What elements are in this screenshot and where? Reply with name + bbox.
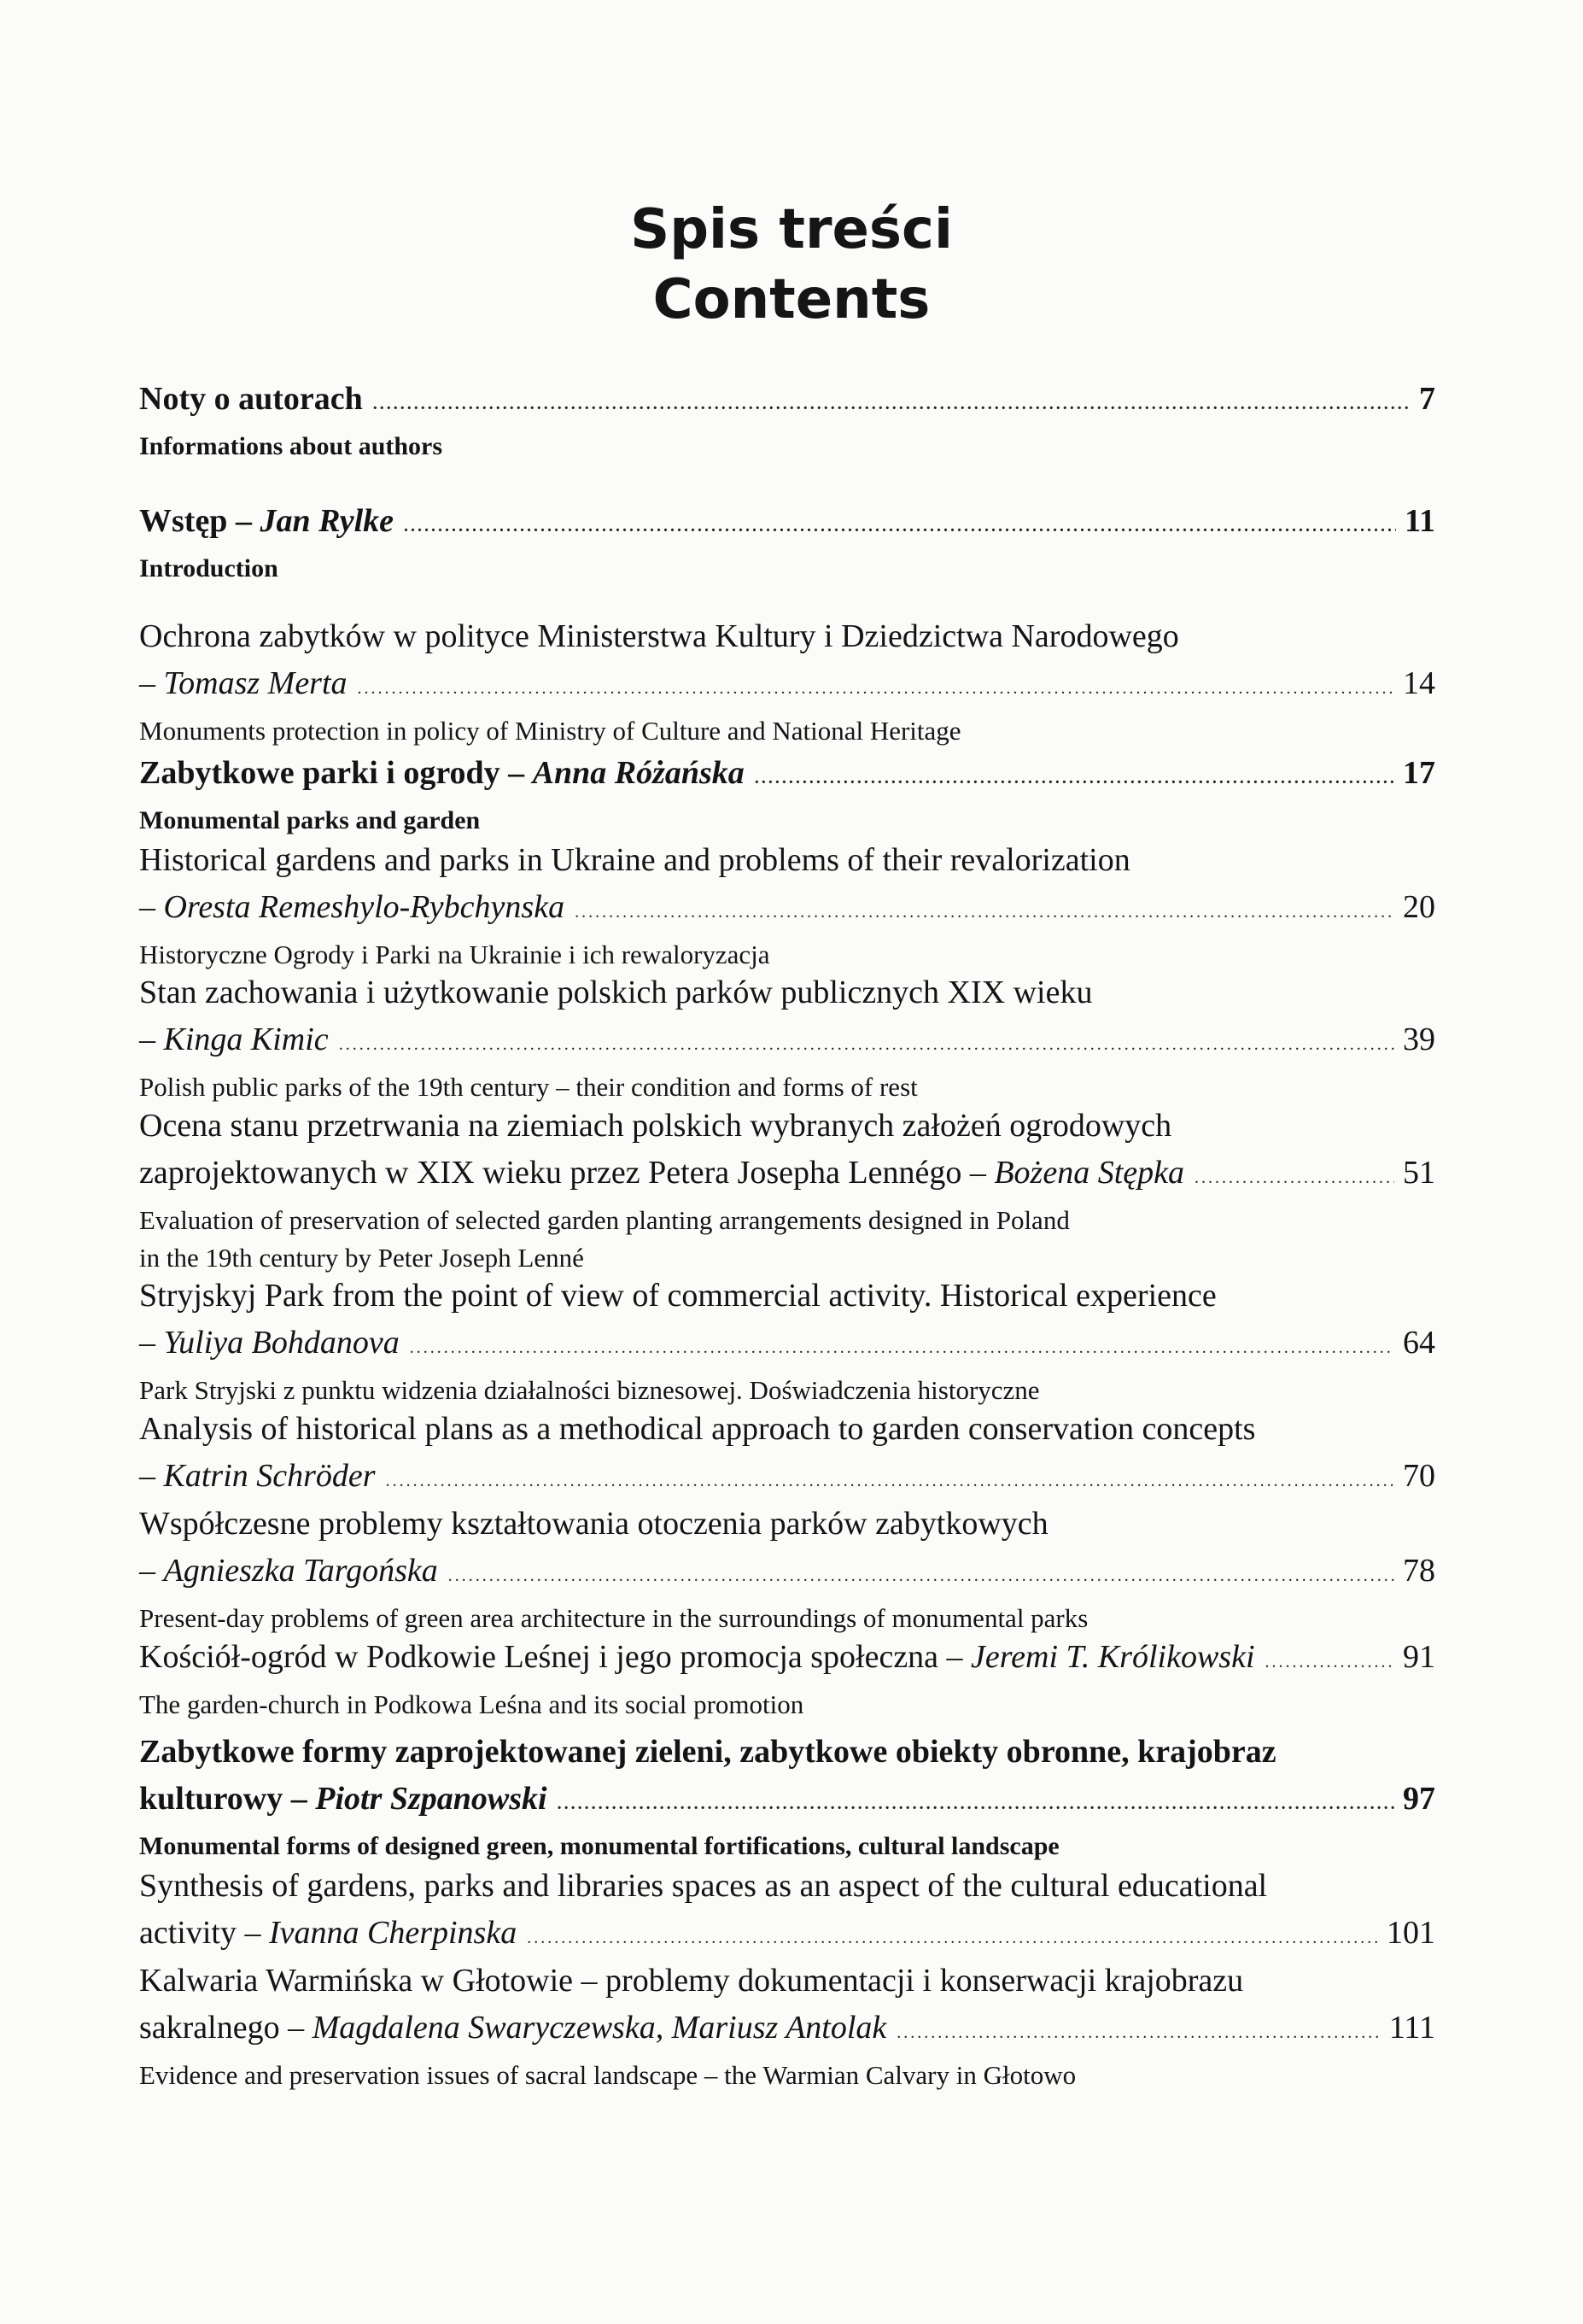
entry-author: Katrin Schröder [163, 1458, 376, 1494]
page-number: 91 [1403, 1639, 1435, 1675]
toc-entry-garden-church[interactable] [139, 1634, 1435, 1724]
entry-title-cont: activity – [139, 1915, 261, 1951]
entry-title: Noty o autorach [139, 381, 363, 417]
entry-subtitle: Introduction [139, 554, 278, 582]
entry-subtitle: Park Stryjski z punktu widzenia działalności biznesowej. Doświadczenia historyczne [139, 1375, 1040, 1405]
dot-leader [358, 660, 1394, 712]
entry-title: Wstęp – [139, 503, 252, 539]
toc-entry-lenne-gardens[interactable] [139, 1103, 1435, 1277]
entry-author: Jeremi T. Królikowski [971, 1639, 1255, 1675]
dot-leader [1265, 1634, 1394, 1686]
entry-dash: – [139, 1553, 155, 1589]
page-number: 64 [1403, 1325, 1435, 1361]
entry-author: Kinga Kimic [163, 1022, 329, 1057]
entry-subtitle: Monumental forms of designed green, monumental fortifications, cultural landscape [139, 1832, 1060, 1860]
page-number: 51 [1403, 1155, 1435, 1191]
toc-entry-present-day-problems[interactable] [139, 1501, 1435, 1637]
entry-dash: – [139, 1325, 155, 1361]
toc-entry-warmian-calvary[interactable] [139, 1958, 1435, 2094]
dot-leader [448, 1548, 1394, 1600]
title-polish: Spis treści [630, 198, 953, 261]
entry-author: Piotr Szpanowski [315, 1781, 547, 1817]
entry-title: Historical gardens and parks in Ukraine and problems of their revalorization [139, 842, 1130, 878]
entry-title: Analysis of historical plans as a methodical approach to garden conservation concepts [139, 1411, 1256, 1447]
entry-author: Jan Rylke [260, 503, 394, 539]
toc-entry-ukraine-gardens[interactable] [139, 837, 1435, 974]
entry-subtitle: Polish public parks of the 19th century – their condition and forms of rest [139, 1072, 918, 1102]
entry-title: Kościół-ogród w Podkowie Leśnej i jego promocja społeczna – [139, 1639, 963, 1675]
entry-title: Synthesis of gardens, parks and libraries spaces as an aspect of the cultural educational [139, 1868, 1268, 1904]
page-number: 111 [1388, 2010, 1435, 2046]
entry-subtitle: Evaluation of preservation of selected garden planting arrangements designed in Poland [139, 1205, 1070, 1235]
toc-entry-designed-green[interactable] [139, 1729, 1435, 1865]
page-number: 17 [1403, 755, 1435, 791]
dot-leader [386, 1453, 1394, 1505]
entry-subtitle: Informations about authors [139, 432, 443, 460]
page-number: 11 [1405, 503, 1435, 539]
entry-title: Zabytkowe parki i ogrody – [139, 755, 525, 791]
entry-author: Magdalena Swaryczewska, Mariusz Antolak [312, 2010, 887, 2046]
dot-leader [558, 1776, 1394, 1828]
page-number: 101 [1387, 1915, 1435, 1951]
page-number: 14 [1403, 665, 1435, 701]
page-number: 70 [1403, 1458, 1435, 1494]
entry-dash: – [139, 1458, 155, 1494]
toc-entry-synthesis-gardens[interactable] [139, 1863, 1435, 1962]
entry-title: Zabytkowe formy zaprojektowanej zieleni, zabytkowe obiekty obronne, krajobraz [139, 1734, 1276, 1770]
entry-title: Kalwaria Warmińska w Głotowie – problemy dokumentacji i konserwacji krajobrazu [139, 1963, 1244, 1999]
page-number: 20 [1403, 889, 1435, 925]
entry-dash: – [139, 889, 155, 925]
entry-title: Stan zachowania i użytkowanie polskich parków publicznych XIX wieku [139, 975, 1093, 1010]
dot-leader [404, 498, 1396, 550]
entry-subtitle: The garden-church in Podkowa Leśna and its social promotion [139, 1689, 804, 1719]
toc-entry-public-parks[interactable] [139, 969, 1435, 1106]
contents-heading [0, 195, 1583, 335]
entry-subtitle: Historyczne Ogrody i Parki na Ukrainie i ich rewaloryzacja [139, 940, 770, 969]
toc-entry-authors-notes[interactable] [139, 376, 1435, 465]
toc-entry-introduction[interactable] [139, 498, 1435, 588]
entry-title: Stryjskyj Park from the point of view of commercial activity. Historical experience [139, 1278, 1217, 1314]
entry-subtitle: Monuments protection in policy of Ministry of Culture and National Heritage [139, 716, 961, 746]
entry-title: Ochrona zabytków w polityce Ministerstwa Kultury i Dziedzictwa Narodowego [139, 618, 1179, 654]
dot-leader [410, 1320, 1394, 1372]
entry-author: Yuliya Bohdanova [163, 1325, 400, 1361]
page-number: 7 [1419, 381, 1435, 417]
entry-title-cont: sakralnego – [139, 2010, 305, 2046]
dot-leader [755, 750, 1394, 802]
entry-author: Anna Różańska [532, 755, 745, 791]
dot-leader [897, 2005, 1381, 2057]
entry-subtitle: Evidence and preservation issues of sacral landscape – the Warmian Calvary in Głotowo [139, 2060, 1077, 2090]
toc-entry-historical-plans[interactable] [139, 1406, 1435, 1505]
page-number: 97 [1403, 1781, 1435, 1817]
entry-author: Oresta Remeshylo-Rybchynska [163, 889, 565, 925]
entry-title: Ocena stanu przetrwania na ziemiach polskich wybranych założeń ogrodowych [139, 1108, 1172, 1144]
toc-entry-stryjskyj-park[interactable] [139, 1273, 1435, 1409]
entry-dash: – [139, 665, 155, 701]
dot-leader [1195, 1150, 1394, 1202]
entry-author: Agnieszka Targońska [163, 1553, 438, 1589]
page-number: 39 [1403, 1022, 1435, 1057]
entry-author: Tomasz Merta [163, 665, 348, 701]
entry-subtitle: Present-day problems of green area architecture in the surroundings of monumental parks [139, 1603, 1089, 1633]
entry-author: Bożena Stępka [994, 1155, 1184, 1191]
toc-entry-monumental-parks[interactable] [139, 750, 1435, 840]
entry-title-cont: zaprojektowanych w XIX wieku przez Petera Josepha Lennégo – [139, 1155, 986, 1191]
entry-author: Ivanna Cherpinska [268, 1915, 517, 1951]
dot-leader [527, 1910, 1378, 1962]
dot-leader [373, 376, 1411, 428]
page-number: 78 [1403, 1553, 1435, 1589]
entry-subtitle-cont: in the 19th century by Peter Joseph Lenné [139, 1243, 584, 1273]
entry-dash: – [139, 1022, 155, 1057]
dot-leader [339, 1016, 1394, 1068]
toc-entry-monuments-protection[interactable] [139, 613, 1435, 750]
entry-title-cont: kulturowy – [139, 1781, 307, 1817]
dot-leader [575, 884, 1394, 936]
entry-subtitle: Monumental parks and garden [139, 806, 481, 834]
title-english: Contents [652, 268, 931, 331]
entry-title: Współczesne problemy kształtowania otoczenia parków zabytkowych [139, 1506, 1049, 1542]
